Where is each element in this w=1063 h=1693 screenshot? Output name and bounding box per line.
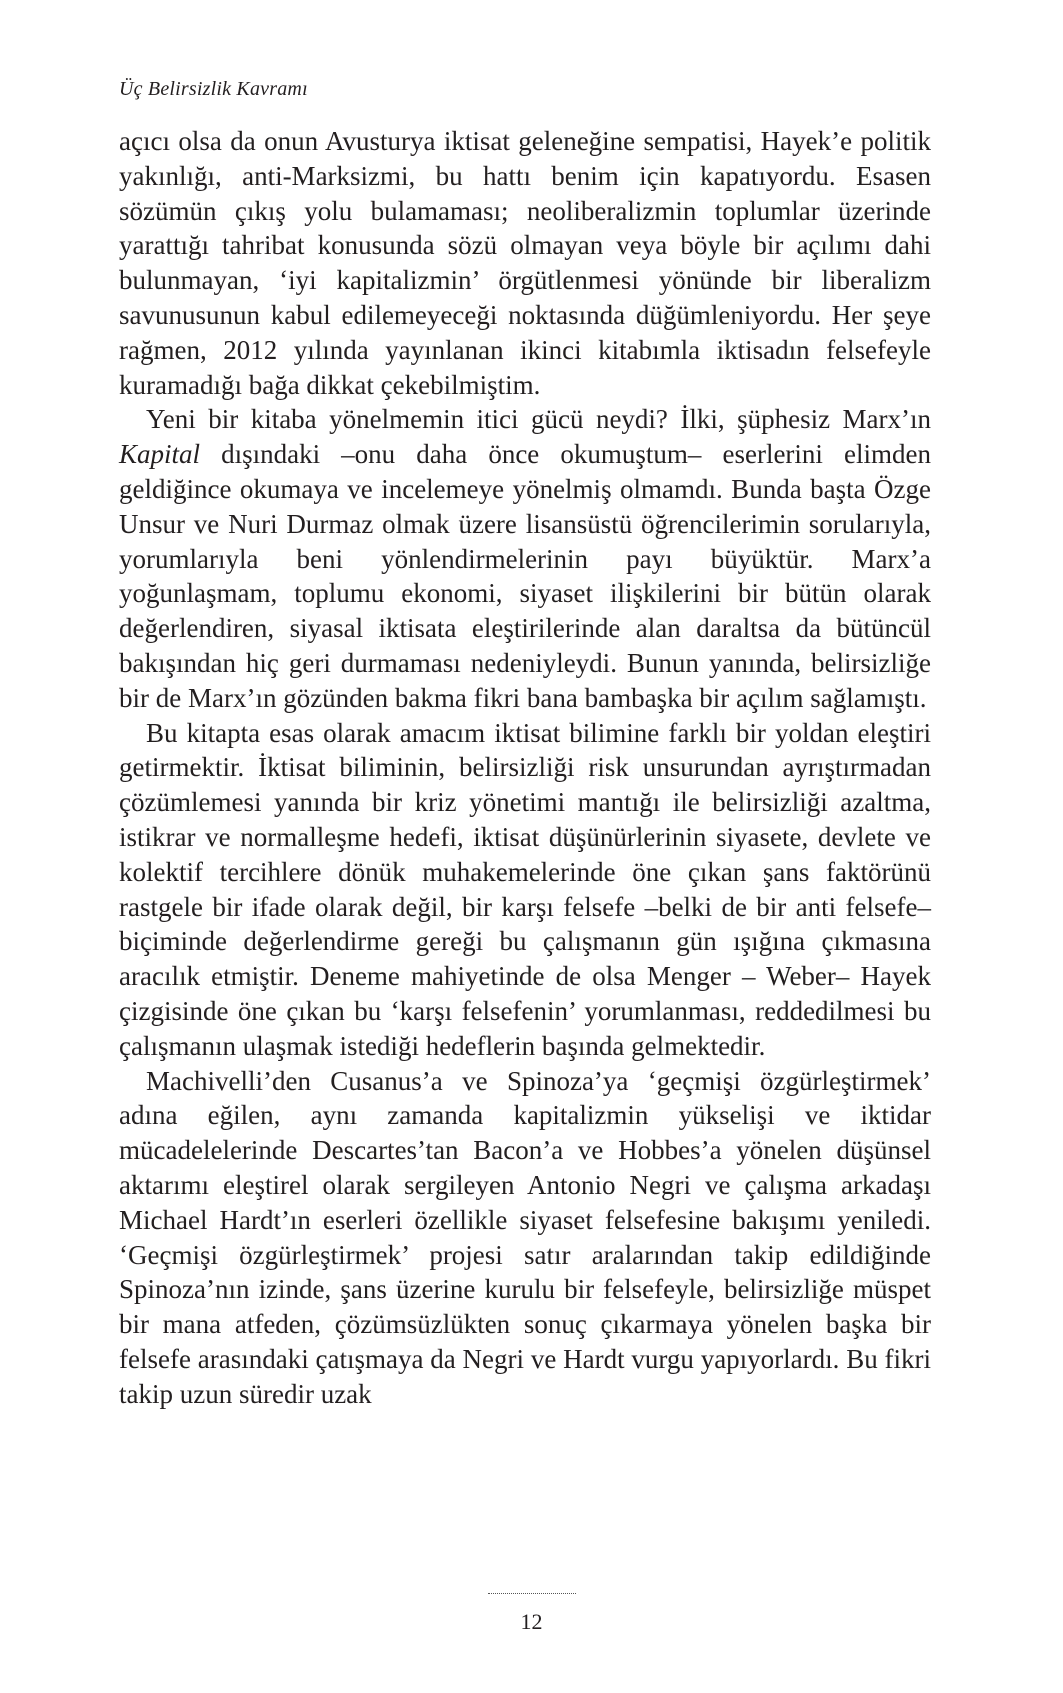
footer-divider bbox=[488, 1593, 576, 1594]
paragraph-2-after: dışındaki –onu daha önce okumuştum– eserlerini elimden geldiğince okumaya ve incelemeye yönelmiş olmamdı. Bunda başta Özge Unsur ve Nuri Durmaz olmak üzere lisansüstü öğrencilerimin sorularıyla, yorumlarıyla beni yönlendirmelerinin payı büyüktür. Marx’a yoğunlaşmam, toplumu ekonomi, siyaset ilişkilerini bir bütün olarak değerlendiren, siyasal iktisata eleştirilerinde alan daraltsa da bütüncül bakışından hiç geri durmaması nedeniyleydi. Bunun yanında, belirsizliğe bir de Marx’ın gözünden bakma fikri bana bambaşka bir açılım sağlamıştı. bbox=[119, 439, 931, 713]
running-header: Üç Belirsizlik Kavramı bbox=[119, 78, 308, 100]
page-number: 12 bbox=[520, 1609, 543, 1634]
body-text bbox=[119, 124, 931, 1411]
paragraph-2 bbox=[119, 402, 931, 715]
paragraph-1: açıcı olsa da onun Avusturya iktisat geleneğine sempatisi, Hayek’e politik yakınlığı, anti-Marksizmi, bu hattı benim için kapatıyordu. Esasen sözümün çıkış yolu bulamaması; neoliberalizmin toplumlar üzerinde yarattığı tahribat konusunda sözü olmayan veya böyle bir açılımı dahi bulunmayan, ‘iyi kapitalizmin’ örgütlenmesi yönünde bir liberalizm savunusunun kabul edilemeyeceği noktasında düğümleniyordu. Her şeye rağmen, 2012 yılında yayınlanan ikinci kitabımla iktisadın felsefeyle kuramadığı bağa dikkat çekebilmiştim. bbox=[119, 126, 931, 400]
paragraph-4: Machivelli’den Cusanus’a ve Spinoza’ya ‘geçmişi özgürleştirmek’ adına eğilen, aynı zamanda kapitalizmin yükselişi ve iktidar mücadelelerinde Descartes’tan Bacon’a ve Hobbes’a yönelen düşünsel aktarımı eleştirel olarak sergileyen Antonio Negri ve çalışma arkadaşı Michael Hardt’ın eserleri özellikle siyaset felsefesine bakışımı yeniledi. ‘Geçmişi özgürleştirmek’ projesi satır aralarından takip edildiğinde Spinoza’nın izinde, şans üzerine kurulu bir felsefeyle, belirsizliğe müspet bir mana atfeden, çözümsüzlükten sonuç çıkarmaya yönelen başka bir felsefe arasındaki çatışmaya da Negri ve Hardt vurgu yapıyorlardı. Bu fikri takip uzun süredir uzak bbox=[119, 1065, 931, 1409]
book-title-kapital: Kapital bbox=[119, 439, 201, 470]
paragraph-3: Bu kitapta esas olarak amacım iktisat bilimine farklı bir yoldan eleştiri getirmektir. İktisat biliminin, belirsizliği risk unsurundan ayrıştırmadan çözümlemesi yanında bir kriz yönetimi mantığı ile belirsizliği azaltma, istikrar ve normalleşme hedefi, iktisat düşünürlerinin siyasete, devlete ve kolektif tercihlere dönük muhakemelerinde öne çıkan şans faktörünü rastgele bir ifade olarak değil, bir karşı felsefe –belki de bir anti felsefe– biçiminde değerlendirme gereği bu çalışmanın gün ışığına çıkmasına aracılık etmiştir. Deneme mahiyetinde de olsa Menger – Weber– Hayek çizgisinde öne çıkan bu ‘karşı felsefenin’ yorumlanması, reddedilmesi bu çalışmanın ulaşmak istediği hedeflerin başında gelmektedir. bbox=[119, 717, 931, 1061]
paragraph-2-before: Yeni bir kitaba yönelmemin itici gücü neydi? İlki, şüphesiz Marx’ın bbox=[146, 404, 931, 435]
